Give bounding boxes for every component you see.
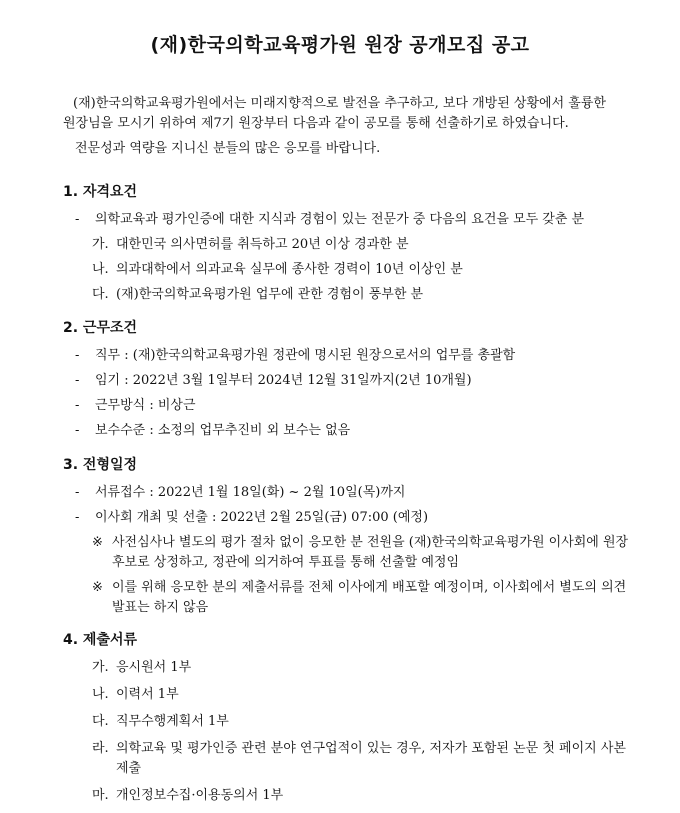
dash-marker: - [75,485,80,500]
note-marker: ※ [92,535,103,550]
list-item [63,421,633,441]
intro-line-1: (재)한국의학교육평가원에서는 미래지향적으로 발전을 추구하고, 보다 개방된 상황에서 훌륭한 [73,96,606,111]
dash-marker: - [75,212,80,227]
list-item [63,371,633,391]
list-item [63,483,633,503]
list-item-text: 서류접수 : 2022년 1월 18일(화) ~ 2월 10일(목)까지 [95,485,406,500]
dash-marker: - [75,398,80,413]
intro-paragraph [63,94,633,159]
list-item [63,346,633,366]
section-heading: 3. 전형일정 [63,457,138,473]
list-item-text: 이사회 개최 및 선출 : 2022년 2월 25일(금) 07:00 (예정) [95,510,429,525]
section-work-conditions [63,318,633,446]
note-item [63,578,633,618]
section-heading: 2. 근무조건 [63,320,138,336]
list-marker: 라. [92,741,109,756]
list-marker: 나. [92,262,109,277]
note-item [63,533,633,573]
section-qualifications [63,182,633,310]
intro-line-3: 전문성과 역량을 지니신 분들의 많은 응모를 바랍니다. [75,141,381,156]
list-item [63,685,633,705]
note-text: 이를 위해 응모한 분의 제출서류를 전체 이사에게 배포할 예정이며, 이사회에서 별도의 의견 발표는 하지 않음 [112,580,627,615]
list-item-text: 대한민국 의사면허를 취득하고 20년 이상 경과한 분 [116,237,409,252]
list-item [63,712,633,732]
list-item [63,739,633,779]
list-marker: 다. [92,714,109,729]
dash-marker: - [75,510,80,525]
page-title: (재)한국의학교육평가원 원장 공개모집 공고 [150,34,530,56]
dash-marker: - [75,423,80,438]
list-item-text: (재)한국의학교육평가원 업무에 관한 경험이 풍부한 분 [116,287,424,302]
intro-line-2: 원장님을 모시기 위하여 제7기 원장부터 다음과 같이 공모를 통해 선출하기로 하였습니다. [63,116,569,131]
list-item-text: 보수수준 : 소정의 업무추진비 외 보수는 없음 [95,423,351,438]
list-item-text: 직무수행계획서 1부 [116,714,229,729]
list-item [63,260,633,280]
list-marker: 다. [92,287,109,302]
list-item-text: 의학교육과 평가인증에 대한 지식과 경험이 있는 전문가 중 다음의 요건을 모두 갖춘 분 [95,212,585,227]
list-item [63,285,633,305]
note-text: 사전심사나 별도의 평가 절차 없이 응모한 분 전원을 (재)한국의학교육평가원 이사회에 원장 후보로 상정하고, 정관에 의거하여 투표를 통해 선출할 예정임 [112,535,629,570]
list-item-text: 의학교육 및 평가인증 관련 분야 연구업적이 있는 경우, 저자가 포함된 논문 첫 페이지 사본 제출 [116,741,626,776]
list-item-text: 개인정보수집·이용동의서 1부 [116,788,284,803]
note-marker: ※ [92,580,103,595]
list-item-text: 응시원서 1부 [116,660,192,675]
list-item-text: 이력서 1부 [116,687,179,702]
dash-marker: - [75,373,80,388]
section-heading: 4. 제출서류 [63,632,138,648]
list-marker: 가. [92,237,109,252]
list-item-text: 의과대학에서 의과교육 실무에 종사한 경력이 10년 이상인 분 [116,262,463,277]
list-item-text: 근무방식 : 비상근 [95,398,196,413]
section-documents [63,630,633,813]
section-schedule [63,455,633,623]
list-item [63,210,633,230]
list-marker: 가. [92,660,109,675]
list-item-text: 직무 : (재)한국의학교육평가원 정관에 명시된 원장으로서의 업무를 총괄함 [95,348,516,363]
list-item [63,658,633,678]
list-item [63,786,633,806]
list-item [63,508,633,528]
list-item-text: 임기 : 2022년 3월 1일부터 2024년 12월 31일까지(2년 10개월) [95,373,472,388]
list-marker: 나. [92,687,109,702]
dash-marker: - [75,348,80,363]
section-heading: 1. 자격요건 [63,184,138,200]
list-item [63,396,633,416]
list-item [63,235,633,255]
list-marker: 마. [92,788,109,803]
